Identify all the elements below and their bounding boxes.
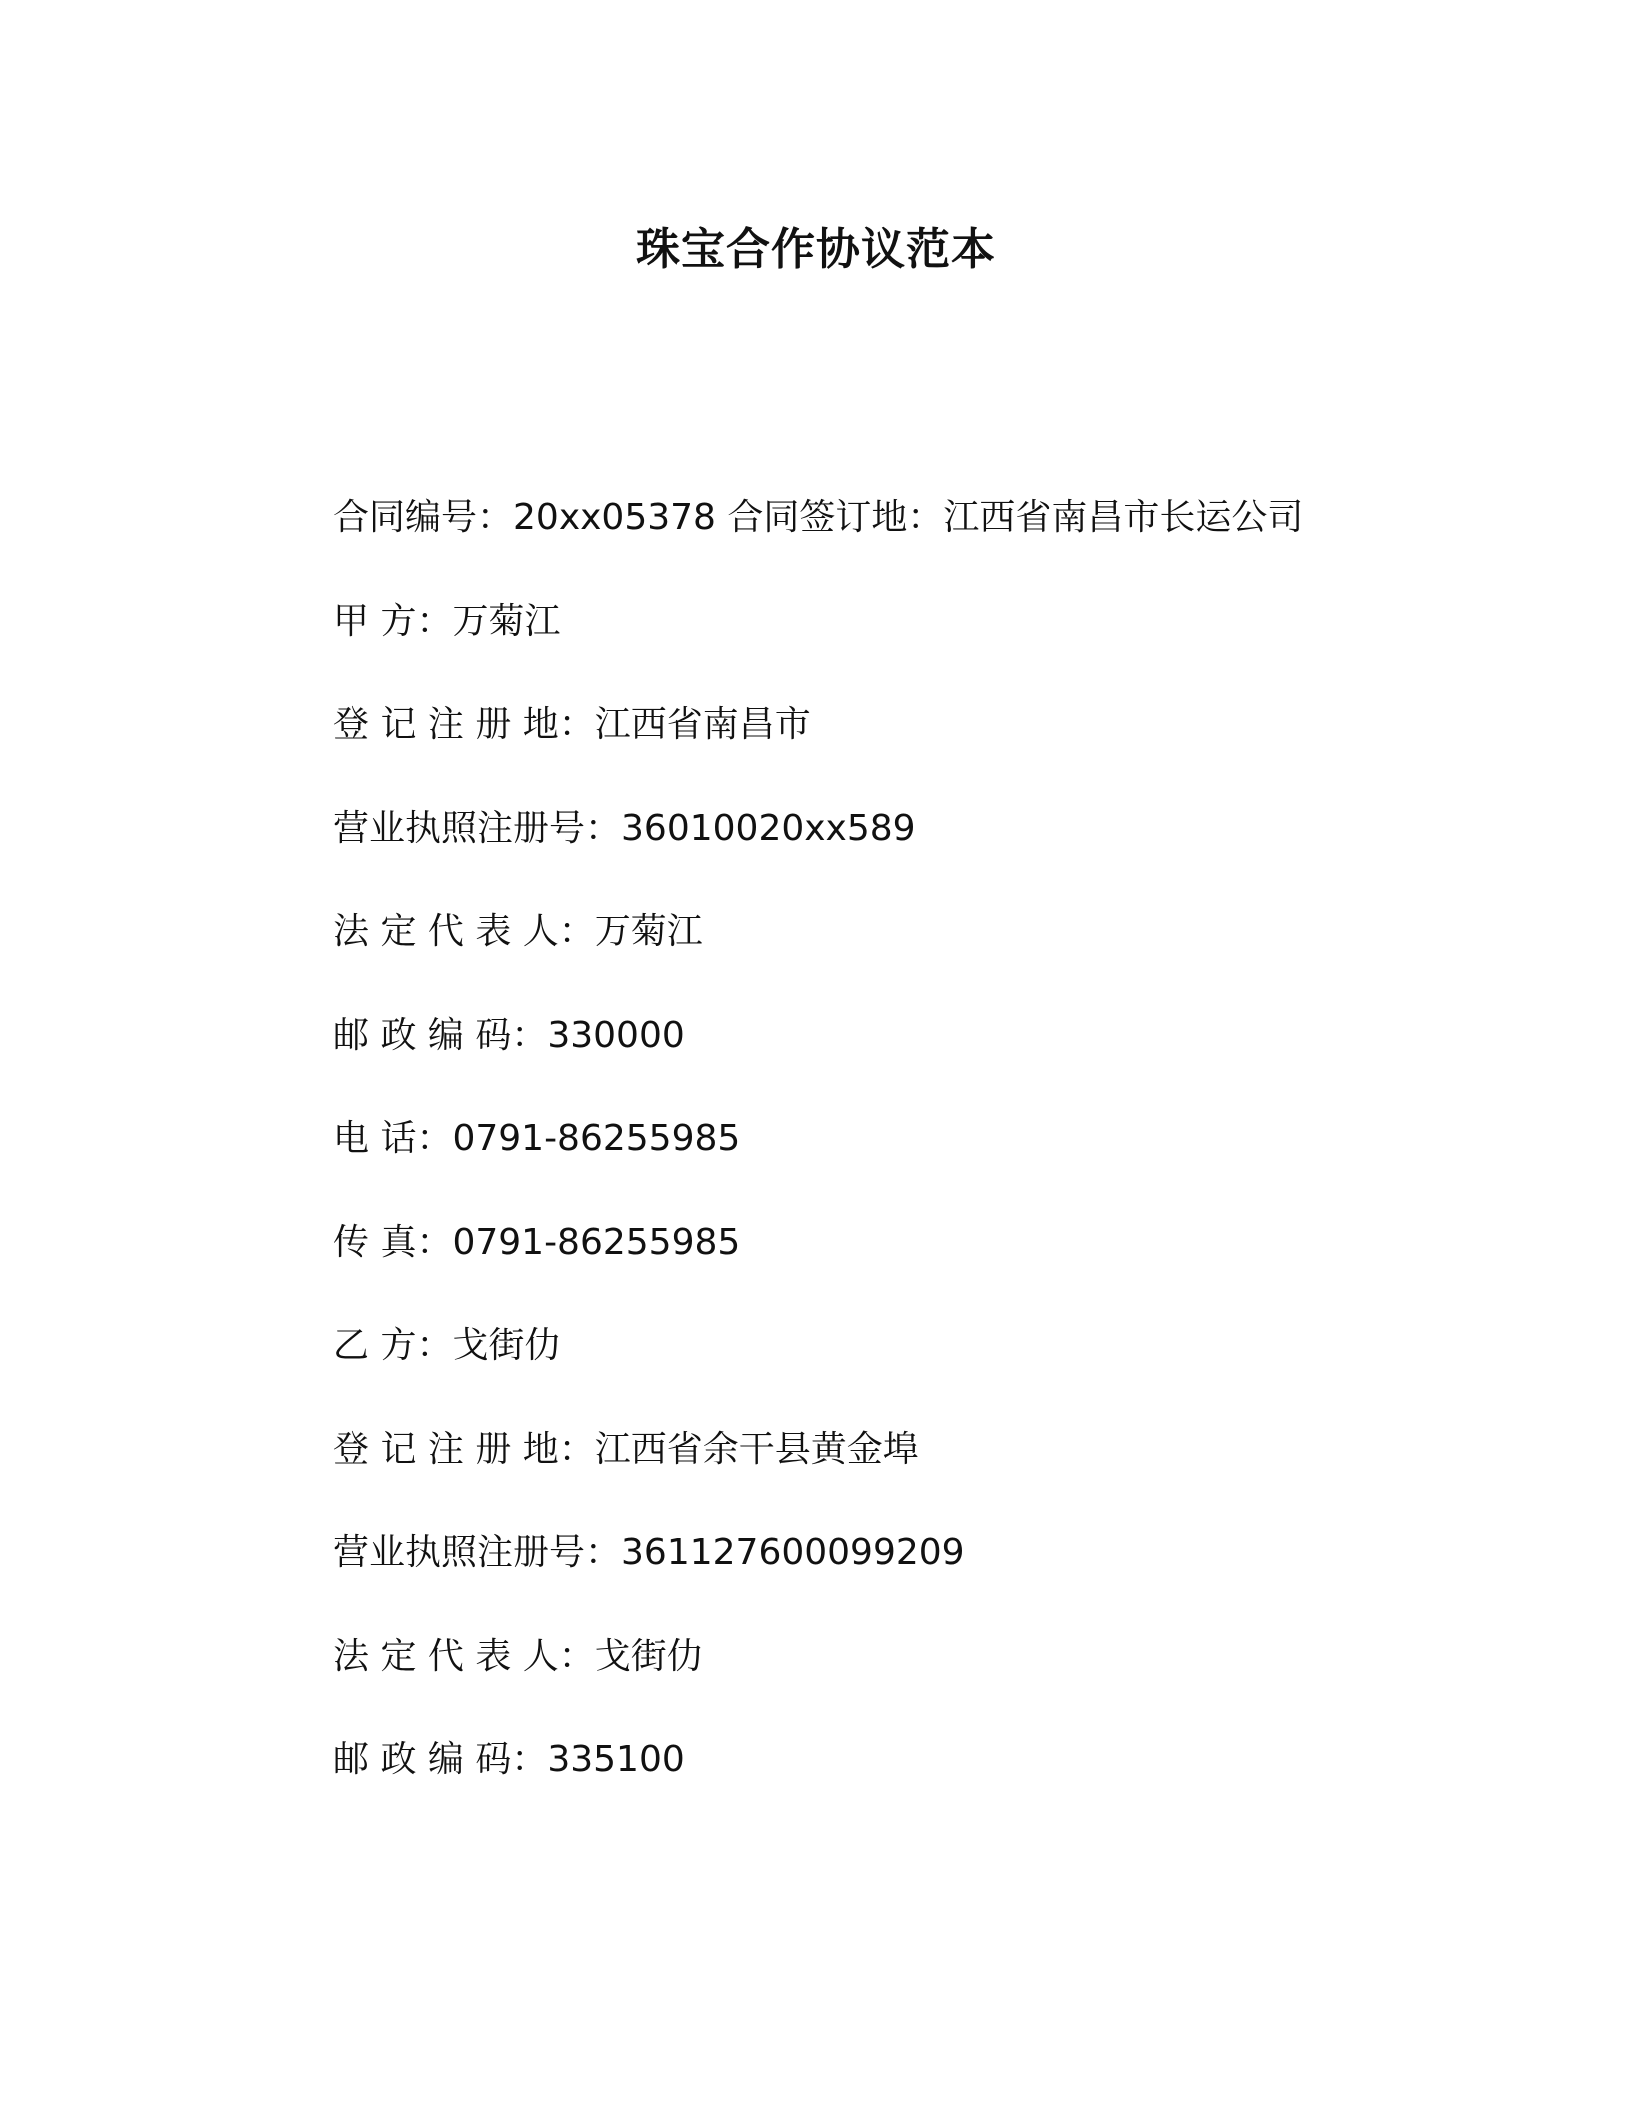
party-b-legal-representative-line <box>333 1632 1533 1736</box>
field-value: 330000 <box>547 1014 685 1056</box>
party-a-line <box>333 597 1533 701</box>
party-b-line <box>333 1321 1533 1425</box>
field-label: 法 定 代 表 人： <box>333 911 595 952</box>
field-value: 江西省余干县黄金埠 <box>594 1428 919 1470</box>
field-value: 万菊江 <box>452 600 561 642</box>
field-label: 电 话： <box>333 1118 453 1159</box>
field-label: 邮 政 编 码： <box>333 1014 548 1056</box>
field-value: 0791-86255985 <box>452 1221 741 1263</box>
field-value: 江西省南昌市 <box>594 704 811 745</box>
field-label: 营业执照注册号： <box>333 1532 622 1573</box>
party-b-postal-code-line <box>333 1735 1533 1839</box>
field-label: 合同编号： <box>333 497 514 538</box>
party-a-phone-line <box>333 1114 1533 1218</box>
field-value: 36010020xx589 <box>621 807 916 849</box>
field-label: 甲 方： <box>333 600 453 642</box>
party-a-license-number-line <box>333 804 1533 908</box>
field-label: 登 记 注 册 地： <box>333 1428 595 1470</box>
field-value: 20xx05378 合同签订地：江西省南昌市长运公司 <box>513 497 1304 538</box>
party-b-license-number-line <box>333 1528 1533 1632</box>
field-value: 万菊江 <box>594 911 703 952</box>
field-value: 戈街仂 <box>594 1635 703 1677</box>
field-value: 戈街仂 <box>452 1325 561 1366</box>
field-label: 登 记 注 册 地： <box>333 704 595 745</box>
field-label: 邮 政 编 码： <box>333 1739 548 1780</box>
document-title: 珠宝合作协议范本 <box>636 224 996 275</box>
party-a-fax-line <box>333 1218 1533 1322</box>
party-b-registered-address-line <box>333 1425 1533 1529</box>
party-a-registered-address-line <box>333 700 1533 804</box>
contract-number-line <box>333 493 1533 597</box>
field-label: 营业执照注册号： <box>333 807 622 849</box>
field-label: 传 真： <box>333 1221 453 1263</box>
party-info-list <box>333 493 1533 1839</box>
party-a-legal-representative-line <box>333 907 1533 1011</box>
field-label: 法 定 代 表 人： <box>333 1635 595 1677</box>
field-value: 361127600099209 <box>621 1532 965 1573</box>
field-value: 335100 <box>547 1739 685 1780</box>
field-label: 乙 方： <box>333 1325 453 1366</box>
field-value: 0791-86255985 <box>452 1118 741 1159</box>
party-a-postal-code-line <box>333 1011 1533 1115</box>
